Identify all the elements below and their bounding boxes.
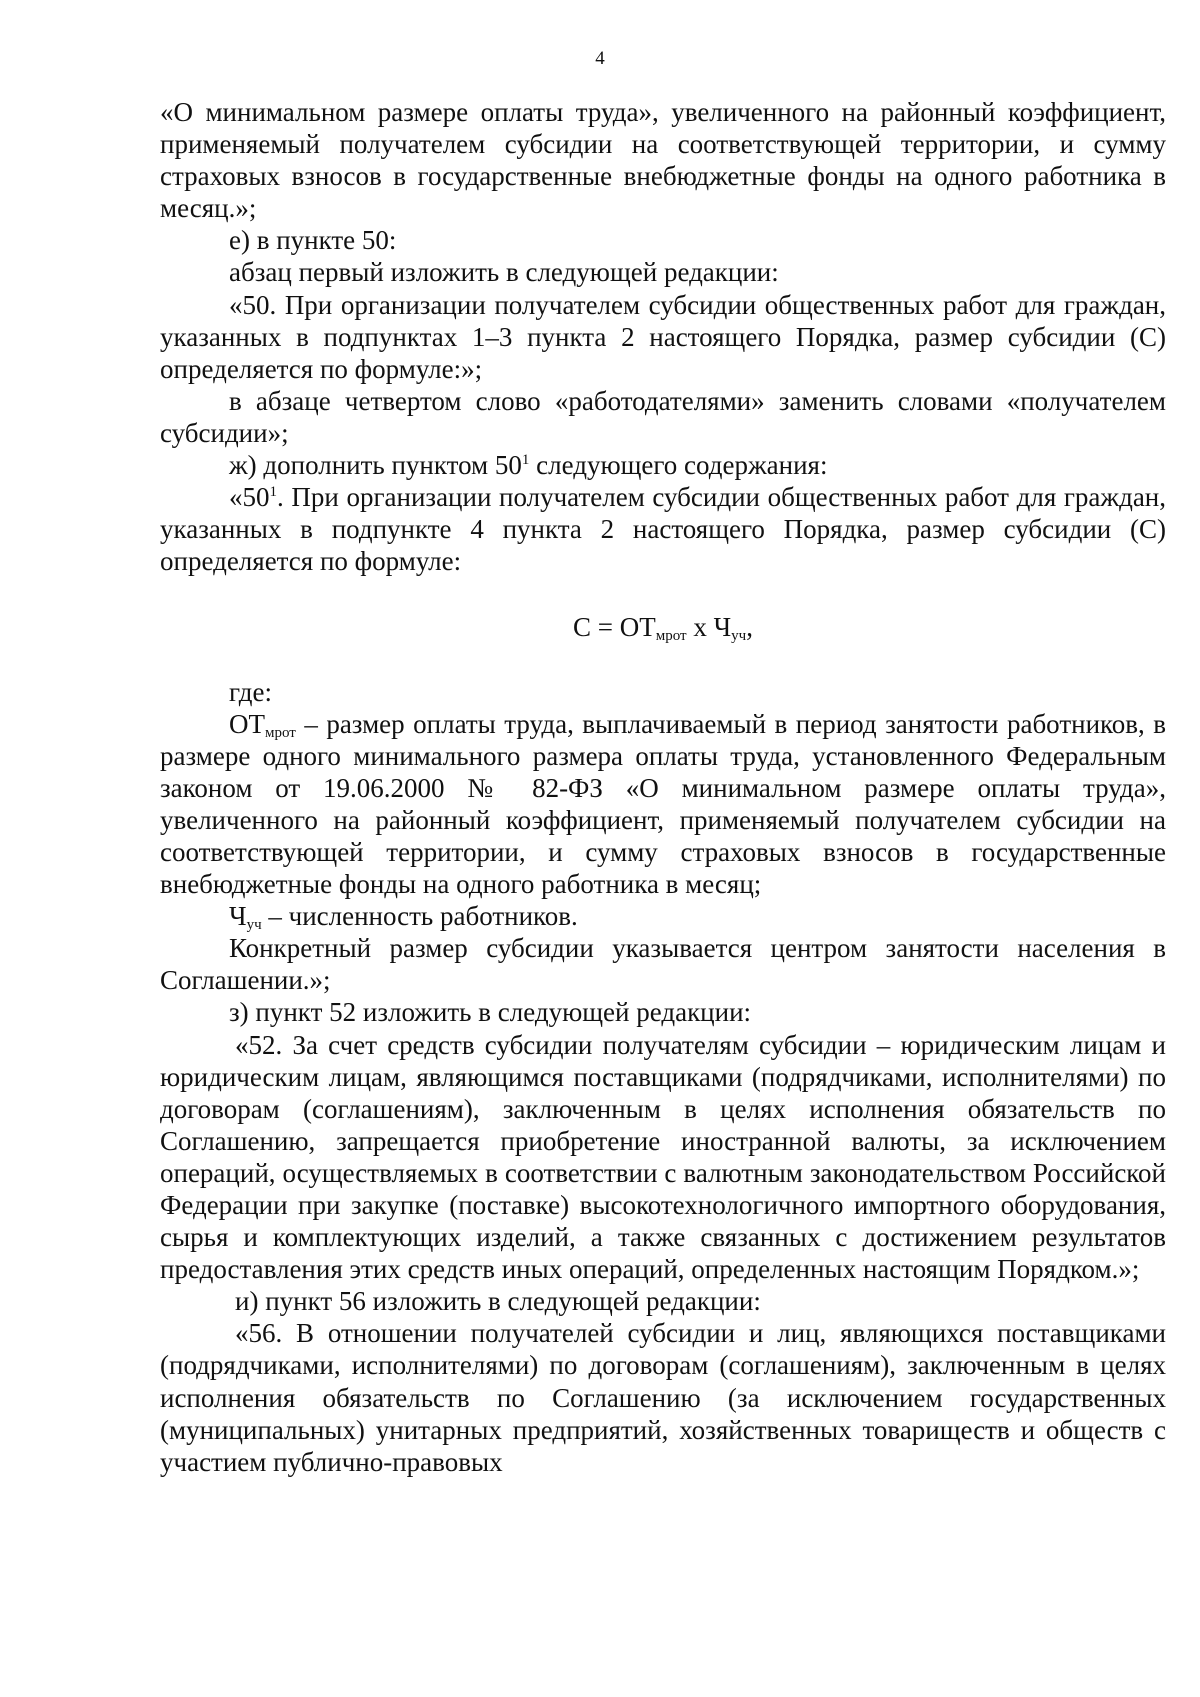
text-part: – размер оплаты труда, выплачиваемый в период занятости работников, в размере одного минимального размера оплаты труда, установленного Федеральным законом от 19.06.2000 № 82-ФЗ «О минимальном размере оплаты труда», увеличенного на районный коэффициент, применяемый получателем субсидии на соответствующей территории, и сумму страховых взносов в государственные внебюджетные фонды на одного работника в месяц;	[160, 708, 1166, 900]
paragraph-point-56: «56. В отношении получателей субсидии и лиц, являющихся поставщиками (подрядчиками, исполнителями) по договорам (соглашениям), заключенным в целях исполнения обязательств по Соглашению (за исключением государственных (муниципальных) унитарных предприятий, хозяйственных товариществ и обществ с участием публично-правовых	[160, 1318, 1166, 1477]
formula-part: ,	[746, 612, 753, 643]
paragraph-ot-definition	[160, 708, 1166, 901]
text-part: ж) дополнить пунктом 50	[229, 450, 522, 481]
paragraph-concrete-size: Конкретный размер субсидии указывается центром занятости населения в Соглашении.»;	[160, 933, 1166, 996]
formula-part: С = ОТ	[573, 612, 656, 643]
formula	[160, 611, 1166, 643]
text-part: . При организации получателем субсидии общественных работ для граждан, указанных в подпункте 4 пункта 2 настоящего Порядка, размер субсидии (С) определяется по формуле:	[160, 482, 1166, 577]
paragraph-item-z: з) пункт 52 изложить в следующей редакции:	[229, 997, 752, 1028]
paragraph-abzac-fourth: в абзаце четвертом слово «работодателями» заменить словами «получателем субсидии»;	[160, 385, 1166, 448]
paragraph-item-zh	[160, 449, 1166, 481]
page-number: 4	[595, 48, 605, 69]
paragraph-first-abzac: абзац первый изложить в следующей редакции:	[229, 257, 779, 288]
formula-subscript: мрот	[655, 628, 687, 645]
superscript: 1	[269, 484, 277, 501]
formula-part: х Ч	[686, 612, 732, 643]
paragraph-continuation: «О минимальном размере оплаты труда», увеличенного на районный коэффициент, применяемый получателем субсидии на соответствующей территории, и сумму страховых взносов в государственные внебюджетные фонды на одного работника в месяц.»;	[160, 97, 1166, 224]
document-body	[160, 96, 1166, 1478]
paragraph-ch-definition	[160, 900, 1166, 932]
text-part: следующего содержания:	[529, 450, 828, 481]
subscript: уч	[246, 917, 262, 934]
text-part: Ч	[229, 901, 247, 932]
paragraph-point-50: «50. При организации получателем субсидии общественных работ для граждан, указанных в подпунктах 1–3 пункта 2 настоящего Порядка, размер субсидии (С) определяется по формуле:»;	[160, 289, 1166, 384]
subscript: мрот	[265, 724, 296, 741]
text-part: ОТ	[229, 708, 265, 739]
paragraph-item-i: и) пункт 56 изложить в следующей редакции:	[235, 1286, 761, 1317]
paragraph-point-50-1	[160, 481, 1166, 577]
text-part: – численность работников.	[261, 901, 578, 932]
superscript: 1	[521, 452, 530, 469]
text-part: «50	[229, 482, 270, 513]
paragraph-where: где:	[229, 676, 272, 707]
paragraph-item-e: е) в пункте 50:	[229, 225, 397, 256]
paragraph-point-52: «52. За счет средств субсидии получателям субсидии – юридическим лицам и юридическим лицам, являющимся поставщиками (подрядчиками, исполнителями) по договорам (соглашениям), заключенным в целях исполнения обязательств по Соглашению, запрещается приобретение иностранной валюты, за исключением операций, осуществляемых в соответствии с валютным законодательством Российской Федерации при закупке (поставке) высокотехнологичного импортного оборудования, сырья и комплектующих изделий, а также связанных с достижением результатов предоставления этих средств иных операций, определенных настоящим Порядком.»;	[160, 1029, 1166, 1285]
formula-subscript: уч	[731, 628, 747, 645]
